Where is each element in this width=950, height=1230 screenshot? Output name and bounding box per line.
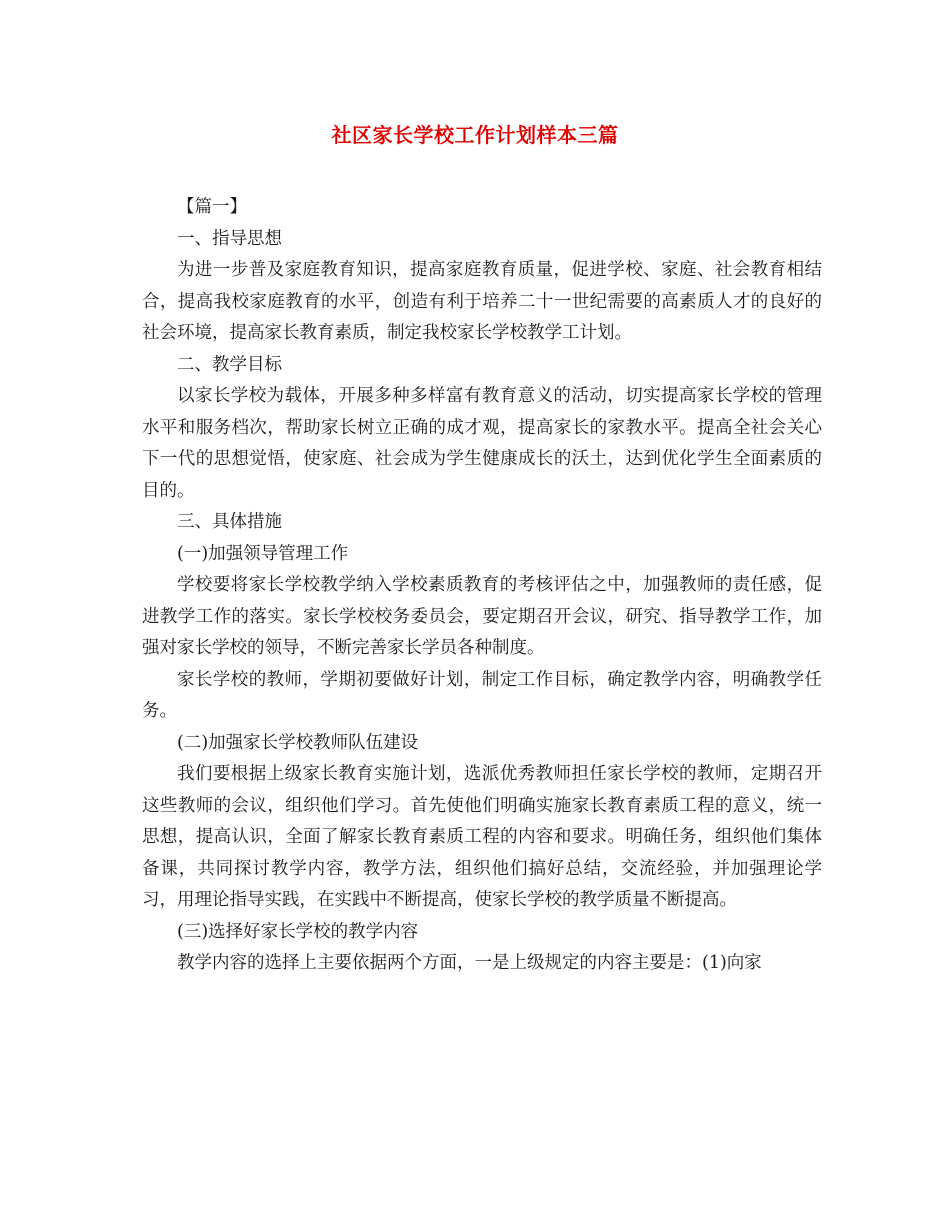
document-title: 社区家长学校工作计划样本三篇: [331, 123, 619, 147]
paragraph-teacher-planning: 家长学校的教师，学期初要做好计划，制定工作目标，确定教学内容，明确教学任务。: [142, 669, 822, 721]
paragraph-teaching-goals: 以家长学校为载体，开展多种多样富有教育意义的活动，切实提高家长学校的管理水平和服务档次，帮助家长树立正确的成才观，提高家长的家教水平。提高全社会关心下一代的思想觉悟，使家庭、社会成为学生健康成长的沃土，达到优化学生全面素质的目的。: [142, 386, 822, 501]
document-body: [142, 192, 822, 980]
paragraph-teaching-content: 教学内容的选择上主要依据两个方面，一是上级规定的内容主要是：(1)向家: [177, 953, 762, 973]
subheading-teacher-team-building: (二)加强家长学校教师队伍建设: [177, 732, 419, 753]
paragraph-guiding-ideology: 为进一步普及家庭教育知识，提高家庭教育质量，促进学校、家庭、社会教育相结合，提高我校家庭教育的水平，创造有利于培养二十一世纪需要的高素质人才的良好的社会环境，提高家长教育素质，制定我校家长学校教学工计划。: [142, 260, 822, 343]
heading-teaching-goals: 二、教学目标: [177, 354, 282, 375]
heading-guiding-ideology: 一、指导思想: [177, 228, 282, 249]
section-marker-part-one: 【篇一】: [177, 197, 247, 217]
heading-specific-measures: 三、具体措施: [177, 512, 282, 532]
paragraph-teacher-team-building: 我们要根据上级家长教育实施计划，选派优秀教师担任家长学校的教师，定期召开这些教师的会议，组织他们学习。首先使他们明确实施家长教育素质工程的意义，统一思想，提高认识，全面了解家长教育素质工程的内容和要求。明确任务，组织他们集体备课，共同探讨教学内容，教学方法，组织他们搞好总结，交流经验，并加强理论学习，用理论指导实践，在实践中不断提高，使家长学校的教学质量不断提高。: [142, 764, 822, 910]
paragraph-leadership-management: 学校要将家长学校教学纳入学校素质教育的考核评估之中，加强教师的责任感，促进教学工作的落实。家长学校校务委员会，要定期召开会议，研究、指导教学工作，加强对家长学校的领导，不断完善家长学员各种制度。: [142, 575, 822, 658]
subheading-teaching-content: (三)选择好家长学校的教学内容: [177, 921, 419, 942]
subheading-leadership-management: (一)加强领导管理工作: [177, 543, 349, 564]
